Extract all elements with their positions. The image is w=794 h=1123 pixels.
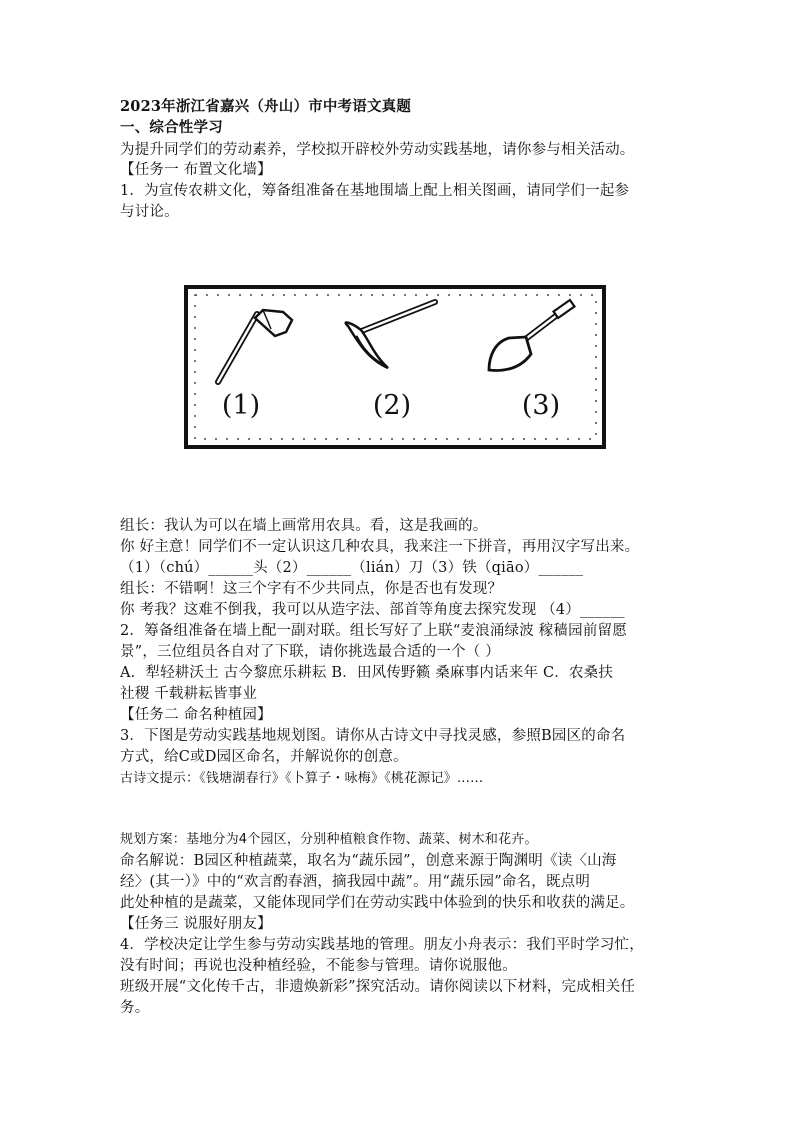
task2-heading: 【任务二 命名种植园】 [120,707,272,723]
task3-heading: 【任务三 说服好朋友】 [120,916,272,932]
question1-text-cont: 与讨论。 [120,204,179,220]
exam-title: 2023年浙江省嘉兴（舟山）市中考语文真题 [120,98,412,115]
task1-heading: 【任务一 布置文化墙】 [120,162,272,178]
tool3-label: (3) [521,390,561,421]
dialogue-line: 你 考我？这难不倒我，我可以从造字法、部首等角度去探究发现 （4）______ [120,602,625,618]
dialogue-line: 组长：不错啊！这三个字有不少共同点，你是否也有发现？ [120,581,503,597]
tool1-label: (1) [221,390,261,421]
question3-text: 3．下图是劳动实践基地规划图。请你从古诗文中寻找灵感，参照B园区的命名 [120,728,626,744]
question2-text: 2．筹备组准备在墙上配一副对联。组长写好了上联“麦浪涌绿波 稼穑园前留愿 [120,623,627,639]
question3-text-cont: 方式，给C或D园区命名，并解说你的创意。 [120,749,408,765]
dialogue-line: 你 好主意！同学们不一定认识这几种农具，我来注一下拼音，再用汉字写出来。 [120,539,640,555]
question2-options-cont: 社稷 千载耕耘皆事业 [120,686,258,702]
tool2-label: (2) [372,390,412,421]
question2-options: A．犁轻耕沃土 古今黎庶乐耕耘 B．田风传野籁 桑麻事内话来年 C．农桑扶 [120,665,614,681]
pinyin-blanks: （1）（chú）______头（2）______（lián）刀（3）铁（qiāo）______ [120,560,584,576]
question2-text-cont: 景”，三位组员各自对了下联，请你挑选最合适的一个（ ） [120,644,500,660]
farm-tools-drawing [183,284,608,452]
intro-text: 为提升同学们的劳动素养，学校拟开辟校外劳动实践基地，请你参与相关活动。 [120,142,635,158]
activity-text-cont: 务。 [120,1000,150,1016]
question1-text: 1．为宣传农耕文化，筹备组准备在基地围墙上配上相关图画，请同学们一起参 [120,183,630,199]
poem-hint: 古诗文提示：《钱塘湖春行》《卜算子・咏梅》《桃花源记》…… [120,771,484,786]
section-heading: 一、综合性学习 [120,119,223,136]
naming-explanation: 命名解说：B园区种植蔬菜，取名为“蔬乐园”，创意来源于陶渊明《读〈山海 [120,853,617,869]
plan-text: 规划方案：基地分为4个园区，分别种植粮食作物、蔬菜、树木和花卉。 [120,832,538,847]
activity-text: 班级开展“文化传千古，非遗焕新彩”探究活动。请你阅读以下材料，完成相关任 [120,979,636,995]
question4-text-cont: 没有时间；再说也没种植经验，不能参与管理。请你说服他。 [120,958,517,974]
farm-tools-figure [183,284,608,452]
board-frame [186,287,604,447]
naming-explanation-cont: 经〉(其一）》中的“欢言酌春酒，摘我园中蔬”。用“蔬乐园”命名，既点明 [120,874,591,890]
question4-text: 4．学校决定让学生参与劳动实践基地的管理。朋友小舟表示：我们平时学习忙， [120,937,644,953]
naming-explanation-cont: 此处种植的是蔬菜，又能体现同学们在劳动实践中体验到的快乐和收获的满足。 [120,895,635,911]
dialogue-line: 组长：我认为可以在墙上画常用农具。看，这是我画的。 [120,518,488,534]
